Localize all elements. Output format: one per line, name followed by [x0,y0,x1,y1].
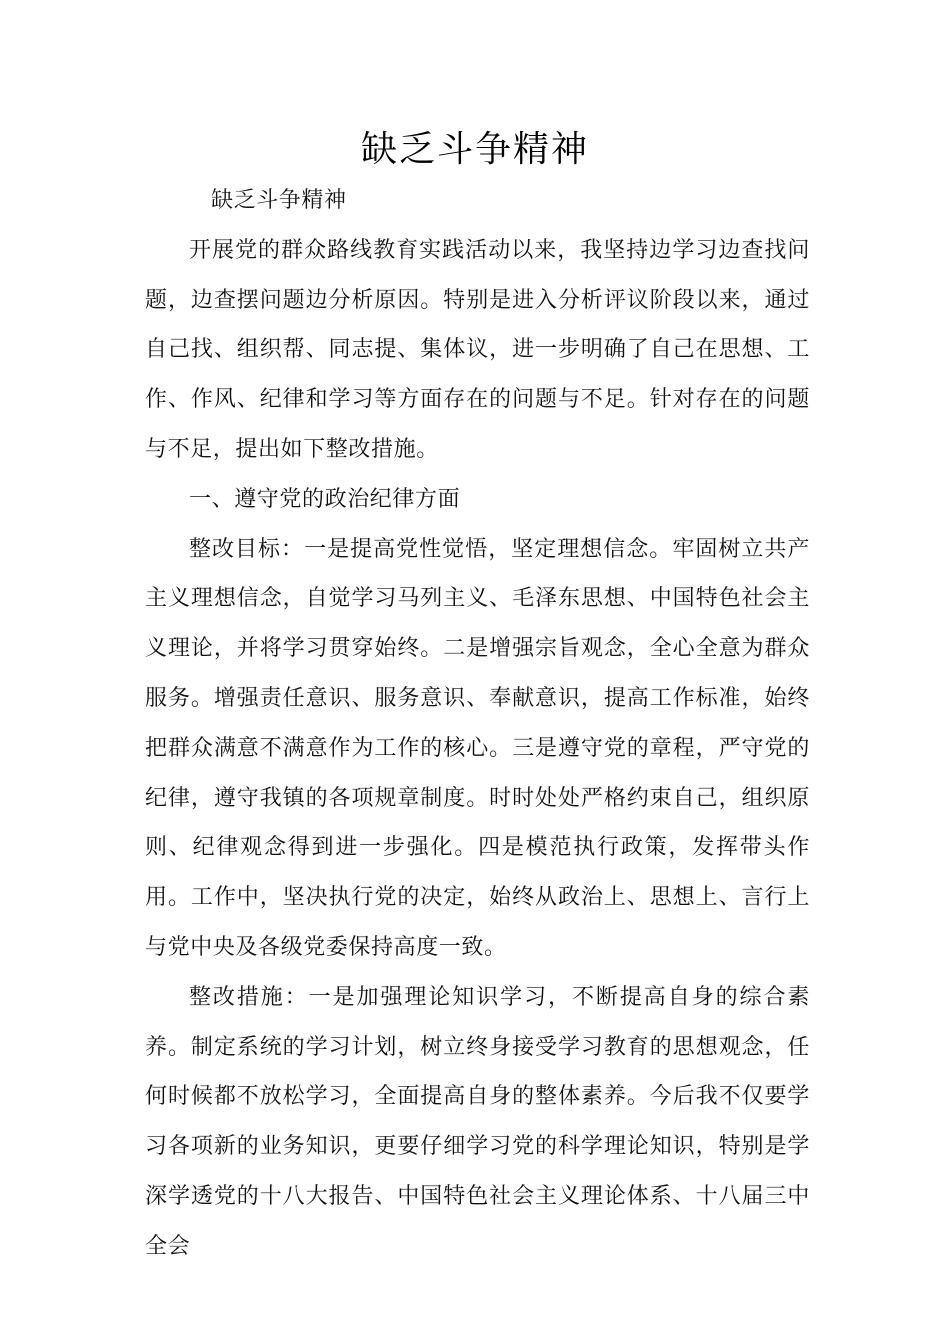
document-subtitle: 缺乏斗争精神 [211,188,347,213]
paragraph-rectification-goals: 整改目标：一是提高党性觉悟，坚定理想信念。牢固树立共产主义理想信念，自觉学习马列主义、毛泽东思想、中国特色社会主义理论，并将学习贯穿始终。二是增强宗旨观念，全心全意为群众服务。增强责任意识、服务意识、奉献意识，提高工作标准，始终把群众满意不满意作为工作的核心。三是遵守党的章程，严守党的纪律，遵守我镇的各项规章制度。时时处处严格约束自己，组织原则、纪律观念得到进一步强化。四是模范执行政策，发挥带头作用。工作中，坚决执行党的决定，始终从政治上、思想上、言行上与党中央及各级党委保持高度一致。 [145,536,810,960]
section-heading-political-discipline: 一、遵守党的政治纪律方面 [189,486,461,512]
paragraph-intro: 开展党的群众路线教育实践活动以来，我坚持边学习边查找问题，边查摆问题边分析原因。特别是进入分析评议阶段以来，通过自己找、组织帮、同志提、集体议，进一步明确了自己在思想、工作、作风、纪律和学习等方面存在的问题与不足。针对存在的问题与不足，提出如下整改措施。 [145,237,810,462]
paragraph-rectification-measures: 整改措施：一是加强理论知识学习，不断提高自身的综合素养。制定系统的学习计划，树立终身接受学习教育的思想观念，任何时候都不放松学习，全面提高自身的整体素养。今后我不仅要学习各项新的业务知识，更要仔细学习党的科学理论知识，特别是学深学透党的十八大报告、中国特色社会主义理论体系、十八届三中全会 [145,984,810,1259]
document-body [145,176,810,1272]
document-title: 缺乏斗争精神 [360,129,589,170]
